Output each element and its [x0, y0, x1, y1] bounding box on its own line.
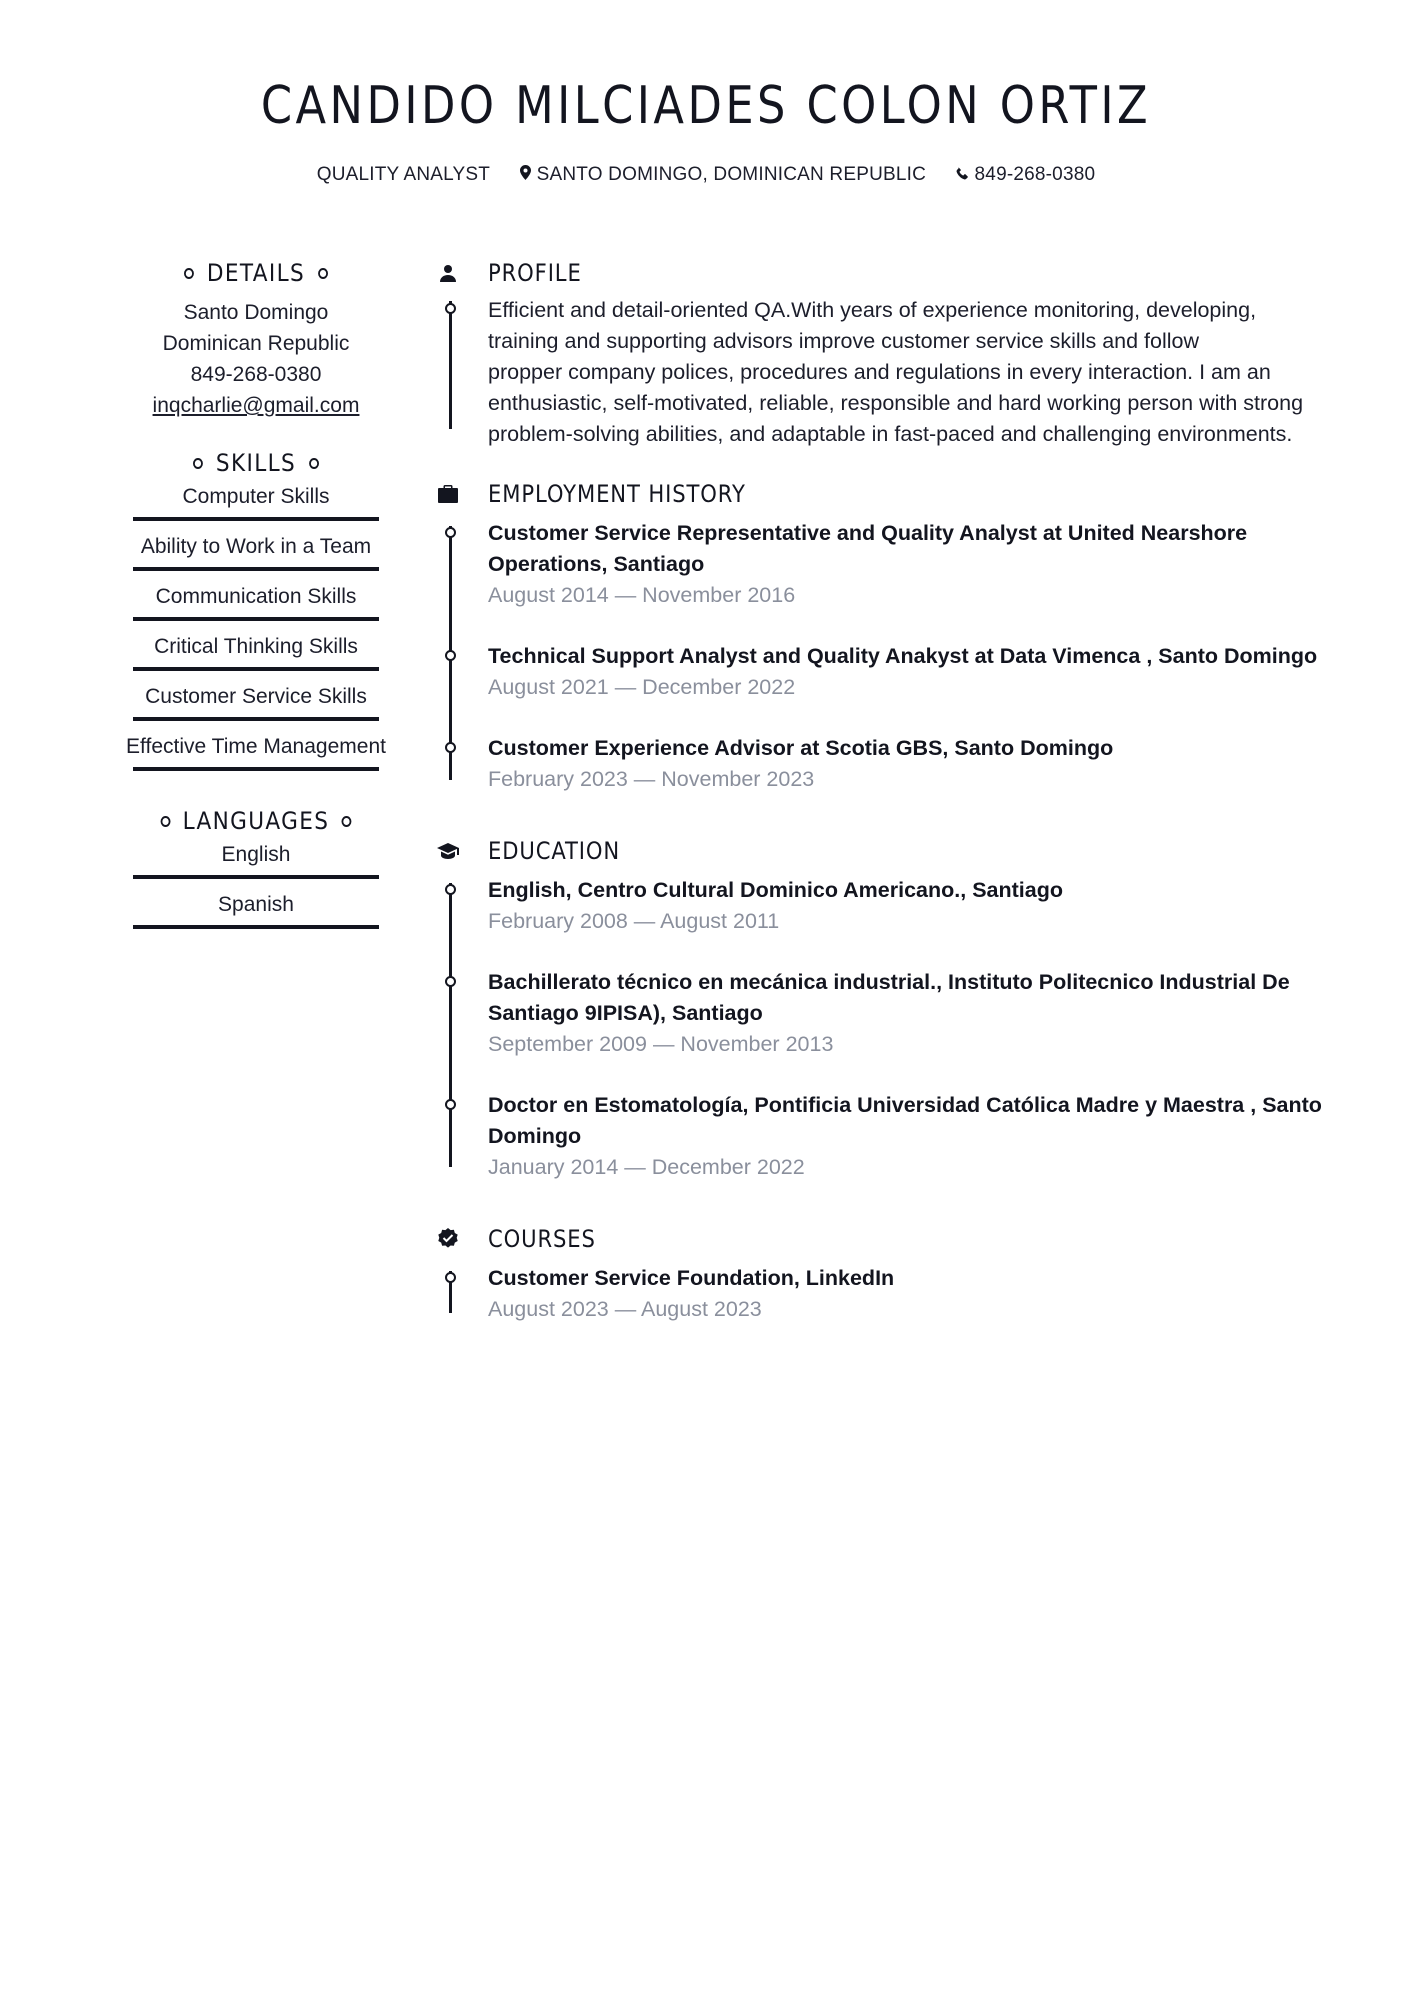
skill-item: Communication Skills: [120, 577, 392, 627]
profile-line: problem-solving abilities, and adaptable in fast-paced and challenging environments.: [488, 422, 1293, 446]
education-entry: [488, 875, 1330, 937]
profile-line: Efficient and detail-oriented QA.With years of experience monitoring, developing,: [488, 298, 1257, 322]
employment-dates: August 2021 — December 2022: [488, 675, 796, 699]
skill-item: Effective Time Management: [120, 727, 392, 777]
timeline-node: [445, 1099, 456, 1110]
details-country: Dominican Republic: [162, 332, 350, 355]
timeline-node: [445, 303, 456, 314]
skill-item: Computer Skills: [120, 477, 392, 527]
timeline-node: [445, 742, 456, 753]
employment-dates: August 2014 — November 2016: [488, 583, 796, 607]
graduation-cap-icon: [436, 839, 460, 863]
heading-dot-icon: [160, 816, 170, 827]
timeline-node: [445, 527, 456, 538]
right-column: [430, 255, 1330, 1325]
details-heading-text: DETAILS: [206, 259, 306, 287]
job-title: QUALITY ANALYST: [316, 164, 491, 186]
left-column: [120, 255, 392, 935]
course-dates: August 2023 — August 2023: [488, 1297, 762, 1321]
details-phone: 849-268-0380: [190, 363, 322, 386]
skill-item: Critical Thinking Skills: [120, 627, 392, 677]
heading-dot-icon: [318, 268, 328, 279]
skills-heading-text: SKILLS: [215, 449, 297, 477]
education-title: Bachillerato técnico en mecánica industrial., Instituto Politecnico Industrial De Santiago 9IPISA), Santiago: [488, 970, 1290, 1025]
employment-heading: [430, 476, 1330, 512]
courses-section: [430, 1221, 1330, 1325]
employment-title: Customer Service Representative and Quality Analyst at United Nearshore Operations, Santiago: [488, 521, 1248, 576]
skills-section: [120, 445, 392, 777]
heading-dot-icon: [193, 458, 203, 469]
education-section: [430, 833, 1330, 1183]
profile-summary: [488, 291, 1330, 450]
employment-section: [430, 476, 1330, 795]
courses-heading-text: COURSES: [488, 1225, 596, 1253]
employment-dates: February 2023 — November 2023: [488, 767, 815, 791]
education-dates: September 2009 — November 2013: [488, 1032, 834, 1056]
details-heading: [134, 255, 379, 291]
badge-check-icon: [436, 1227, 460, 1251]
header-phone-text: 849-268-0380: [974, 164, 1096, 186]
courses-body: [488, 1257, 1330, 1325]
briefcase-icon: [436, 482, 460, 506]
timeline-node: [445, 650, 456, 661]
profile-heading: [430, 255, 1330, 291]
employment-entry: [488, 518, 1330, 611]
languages-section: [120, 803, 392, 935]
heading-dot-icon: [342, 816, 352, 827]
education-heading-text: EDUCATION: [488, 837, 621, 865]
course-title: Customer Service Foundation, LinkedIn: [488, 1266, 895, 1290]
details-content: [120, 297, 392, 421]
employment-title: Customer Experience Advisor at Scotia GBS, Santo Domingo: [488, 736, 1114, 760]
phone-icon: [956, 164, 969, 186]
profile-heading-text: PROFILE: [488, 259, 582, 287]
timeline-line: [449, 301, 452, 429]
education-dates: January 2014 — December 2022: [488, 1155, 805, 1179]
timeline-node: [445, 976, 456, 987]
timeline-line: [449, 883, 452, 1167]
timeline-node: [445, 1272, 456, 1283]
timeline-node: [445, 884, 456, 895]
skill-item: Customer Service Skills: [120, 677, 392, 727]
education-entry: [488, 967, 1330, 1060]
map-pin-icon: [520, 164, 531, 186]
candidate-name: CANDIDO MILCIADES COLON ORTIZ: [260, 76, 1152, 136]
education-heading: [430, 833, 1330, 869]
header-location-text: SANTO DOMINGO, DOMINICAN REPUBLIC: [536, 164, 927, 186]
employment-entry: [488, 733, 1330, 795]
employment-body: [488, 512, 1330, 795]
heading-dot-icon: [184, 268, 194, 279]
education-title: Doctor en Estomatología, Pontificia Universidad Católica Madre y Maestra , Santo Domingo: [488, 1093, 1322, 1148]
profile-line: propper company polices, procedures and regulations in every interaction. I am an: [488, 360, 1271, 384]
details-city: Santo Domingo: [183, 301, 329, 324]
languages-heading-text: LANGUAGES: [182, 807, 330, 835]
person-icon: [436, 261, 460, 285]
profile-section: [430, 255, 1330, 450]
education-title: English, Centro Cultural Dominico Americano., Santiago: [488, 878, 1063, 902]
details-email-link[interactable]: inqcharlie@gmail.com: [152, 394, 360, 417]
header-subline: [0, 164, 1412, 186]
courses-heading: [430, 1221, 1330, 1257]
employment-title: Technical Support Analyst and Quality Anakyst at Data Vimenca , Santo Domingo: [488, 644, 1318, 668]
course-entry: [488, 1263, 1330, 1325]
education-entry: [488, 1090, 1330, 1183]
language-item: Spanish: [120, 885, 392, 935]
header-phone: [956, 164, 1096, 186]
header-location: [520, 164, 926, 186]
profile-body: [488, 291, 1330, 450]
languages-heading: [134, 803, 379, 839]
education-dates: February 2008 — August 2011: [488, 909, 780, 933]
profile-line: enthusiastic, self-motivated, reliable, responsible and hard working person with strong: [488, 391, 1304, 415]
employment-entry: [488, 641, 1330, 703]
profile-line: training and supporting advisors improve customer service skills and follow: [488, 329, 1200, 353]
skill-item: Ability to Work in a Team: [120, 527, 392, 577]
heading-dot-icon: [309, 458, 319, 469]
education-body: [488, 869, 1330, 1183]
language-item: English: [120, 835, 392, 885]
details-section: [120, 255, 392, 421]
employment-heading-text: EMPLOYMENT HISTORY: [488, 480, 746, 508]
skills-heading: [134, 445, 379, 481]
